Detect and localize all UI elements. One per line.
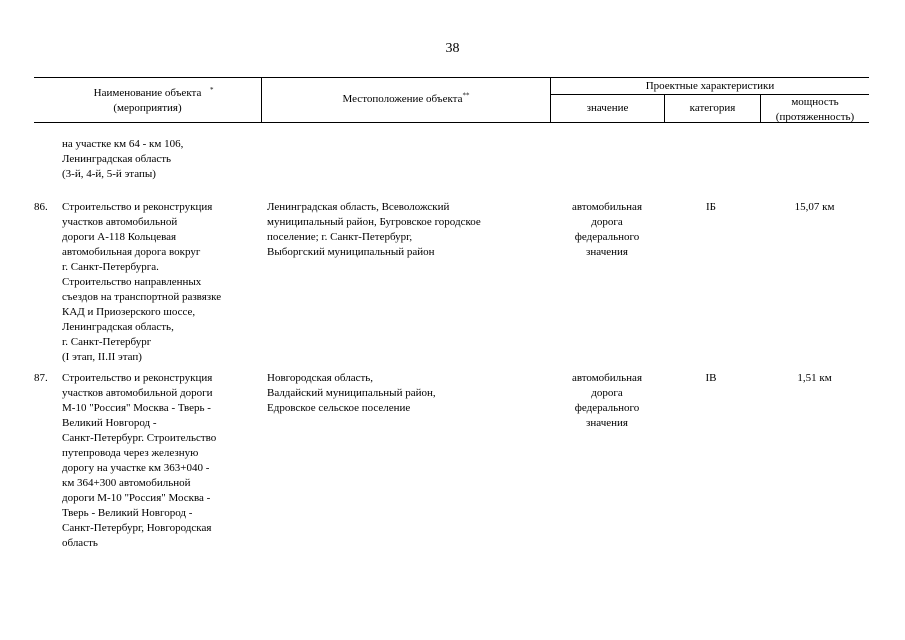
row-capacity: 1,51 км: [797, 372, 832, 384]
header-bottom-rule: [34, 122, 869, 123]
page-number: 38: [445, 41, 460, 56]
row-object-name: на участке км 64 - км 106, Ленинградская область (3-й, 4-й, 5-й этапы): [62, 138, 184, 180]
header-project-group: Проектные характеристики: [645, 80, 775, 92]
header-location-column: [262, 92, 550, 107]
row-category: IБ: [706, 201, 716, 213]
row-number: 86.: [34, 201, 48, 213]
header-capacity-column: мощность (протяженность): [775, 96, 855, 123]
row-location: Новгородская область, Валдайский муниципальный район, Едровское сельское поселение: [267, 372, 436, 414]
row-category: IВ: [705, 372, 717, 384]
row-object-name: Строительство и реконструкция участков автомобильной дороги А-118 Кольцевая автомобильная дорога вокруг г. Санкт-Петербурга. Строительство направленных съездов на транспортной развязке КАД и Приозерского шоссе, Ленинградская область, г. Санкт-Петербург (I этап, II.II этап): [62, 201, 222, 363]
row-object-name: Строительство и реконструкция участков автомобильной дороги М-10 "Россия" Москва - Тверь - Великий Новгород - Санкт-Петербург. Строительство путепровода через железную дорогу на участке км 363+040 - км 364+300 автомобильной дороги М-10 "Россия" Москва - Тверь - Великий Новгород - Санкт-Петербург, Новгородская область: [62, 372, 217, 549]
header-category-column: категория: [689, 102, 736, 114]
row-value: автомобильная дорога федерального значения: [571, 201, 643, 258]
header-top-rule: [34, 77, 869, 78]
row-location: Ленинградская область, Всеволожский муниципальный район, Бугровское городское поселение; г. Санкт-Петербург, Выборгский муниципальный район: [267, 201, 481, 258]
row-number: 87.: [34, 372, 48, 384]
header-location-label: Местоположение объекта: [342, 93, 463, 105]
row-value: автомобильная дорога федерального значения: [571, 372, 643, 429]
header-name-column: Наименование объекта (мероприятия) *: [93, 86, 214, 114]
header-location-mark: **: [462, 91, 470, 100]
header-name-label: Наименование объекта (мероприятия): [93, 87, 202, 114]
row-capacity: 15,07 км: [794, 201, 835, 213]
header-value-column: значение: [586, 102, 629, 114]
